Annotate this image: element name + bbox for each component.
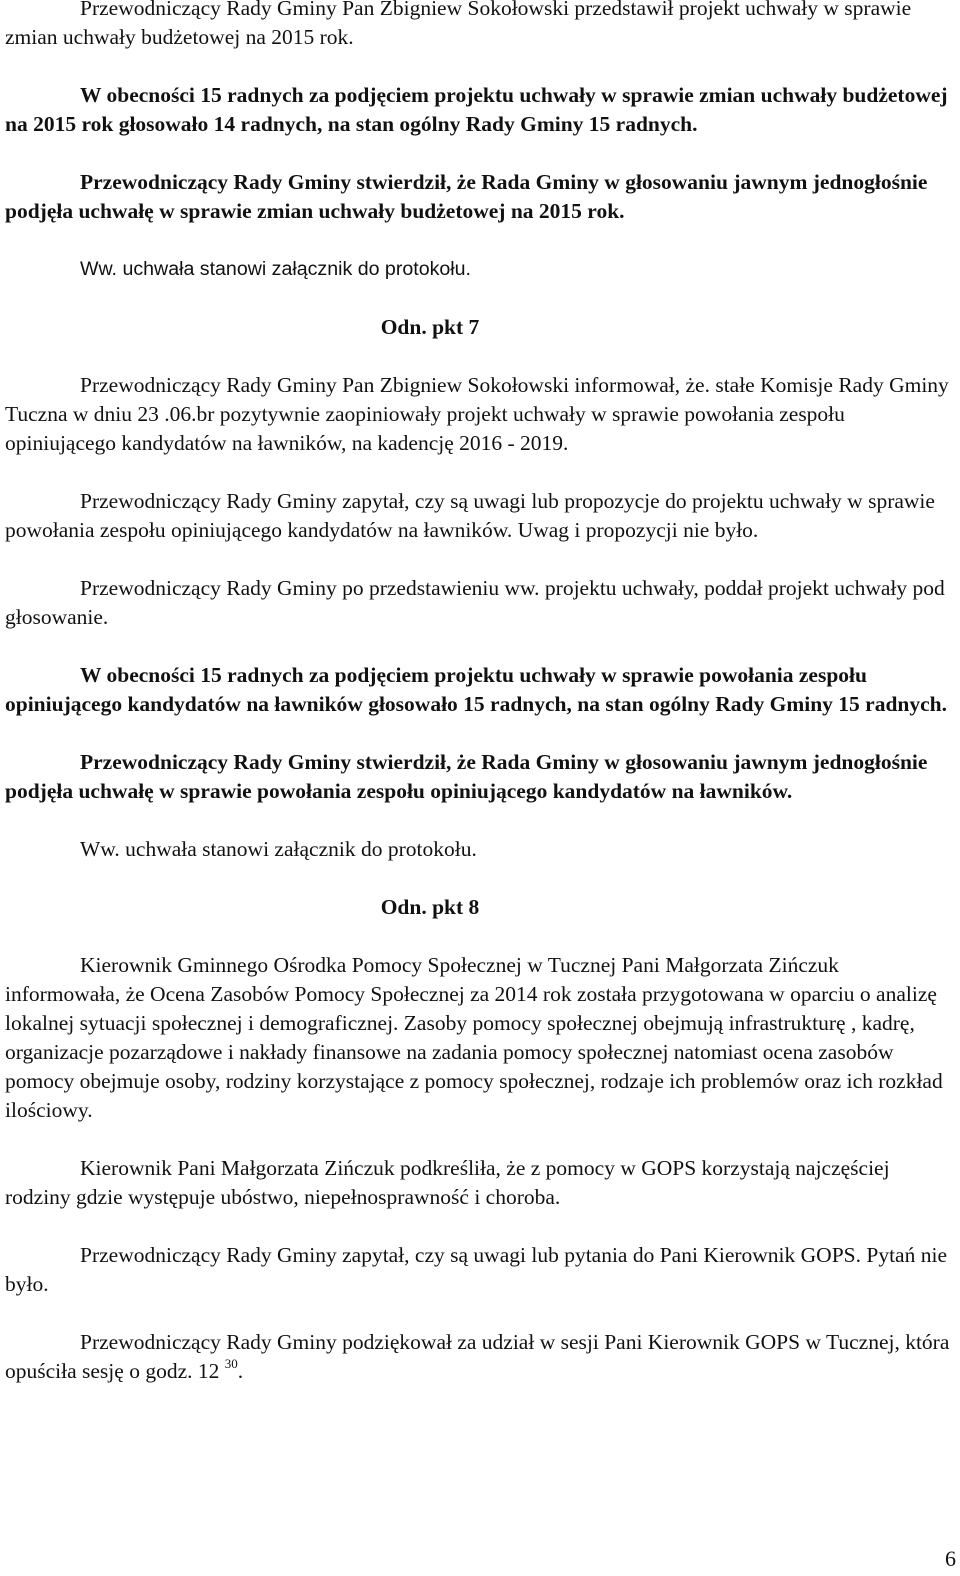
paragraph-vote-result: W obecności 15 radnych za podjęciem projektu uchwały w sprawie powołania zespołu opiniującego kandydatów na ławników głosowało 15 radnych, na stan ogólny Rady Gminy 15 radnych. (5, 663, 948, 716)
paragraph: Przewodniczący Rady Gminy Pan Zbigniew Sokołowski informował, że. stałe Komisje Rady Gminy Tuczna w dniu 23 .06.br pozytywnie zaopiniowały projekt uchwały w sprawie powołania zespołu opiniującego kandydatów na ławników, na kadencję 2016 - 2019. (5, 373, 949, 455)
paragraph: Przewodniczący Rady Gminy po przedstawieniu ww. projektu uchwały, poddał projekt uchwały pod głosowanie. (5, 576, 945, 629)
document-page (5, 0, 955, 1415)
paragraph: Przewodniczący Rady Gminy Pan Zbigniew Sokołowski przedstawił projekt uchwały w sprawie zmian uchwały budżetowej na 2015 rok. (5, 0, 912, 49)
paragraph-attachment-note: Ww. uchwała stanowi załącznik do protokołu. (80, 837, 477, 861)
paragraph: Przewodniczący Rady Gminy zapytał, czy są uwagi lub propozycje do projektu uchwały w sprawie powołania zespołu opiniującego kandydatów na ławników. Uwag i propozycji nie było. (5, 489, 935, 542)
section-heading: Odn. pkt 8 (380, 895, 480, 919)
paragraph: Kierownik Gminnego Ośrodka Pomocy Społecznej w Tucznej Pani Małgorzata Zińczuk informowała, że Ocena Zasobów Pomocy Społecznej za 2014 rok została przygotowana w oparciu o analizę lokalnej sytuacji społecznej i demograficznej. Zasoby pomocy społecznej obejmują infrastrukturę , kadrę, organizacje pozarządowe i nakłady finansowe na zadania pomocy społecznej natomiast ocena zasobów pomocy obejmuje osoby, rodziny korzystające z pomocy społecznej, rodzaje ich problemów oraz ich rozkład ilościowy. (5, 953, 943, 1122)
paragraph-attachment-note: Ww. uchwała stanowi załącznik do protokołu. (80, 258, 471, 280)
closing-tail: . (237, 1359, 244, 1383)
paragraph-closing (5, 1328, 955, 1386)
section-heading: Odn. pkt 7 (380, 315, 480, 339)
time-minutes-superscript: 30 (224, 1355, 238, 1371)
closing-text: Przewodniczący Rady Gminy podziękował za udział w sesji Pani Kierownik GOPS w Tucznej, która opuściła sesję o godz. 12 (5, 1330, 950, 1383)
paragraph: Kierownik Pani Małgorzata Zińczuk podkreśliła, że z pomocy w GOPS korzystają najczęściej rodziny gdzie występuje ubóstwo, niepełnosprawność i choroba. (5, 1156, 890, 1209)
paragraph-resolution-adopted: Przewodniczący Rady Gminy stwierdził, że Rada Gminy w głosowaniu jawnym jednogłośnie podjęła uchwałę w sprawie zmian uchwały budżetowej na 2015 rok. (5, 170, 928, 223)
page-number: 6 (945, 1546, 956, 1571)
paragraph: Przewodniczący Rady Gminy zapytał, czy są uwagi lub pytania do Pani Kierownik GOPS. Pytań nie było. (5, 1243, 947, 1296)
paragraph-resolution-adopted: Przewodniczący Rady Gminy stwierdził, że Rada Gminy w głosowaniu jawnym jednogłośnie podjęła uchwałę w sprawie powołania zespołu opiniującego kandydatów na ławników. (5, 750, 928, 803)
paragraph-vote-result: W obecności 15 radnych za podjęciem projektu uchwały w sprawie zmian uchwały budżetowej na 2015 rok głosowało 14 radnych, na stan ogólny Rady Gminy 15 radnych. (5, 83, 948, 136)
